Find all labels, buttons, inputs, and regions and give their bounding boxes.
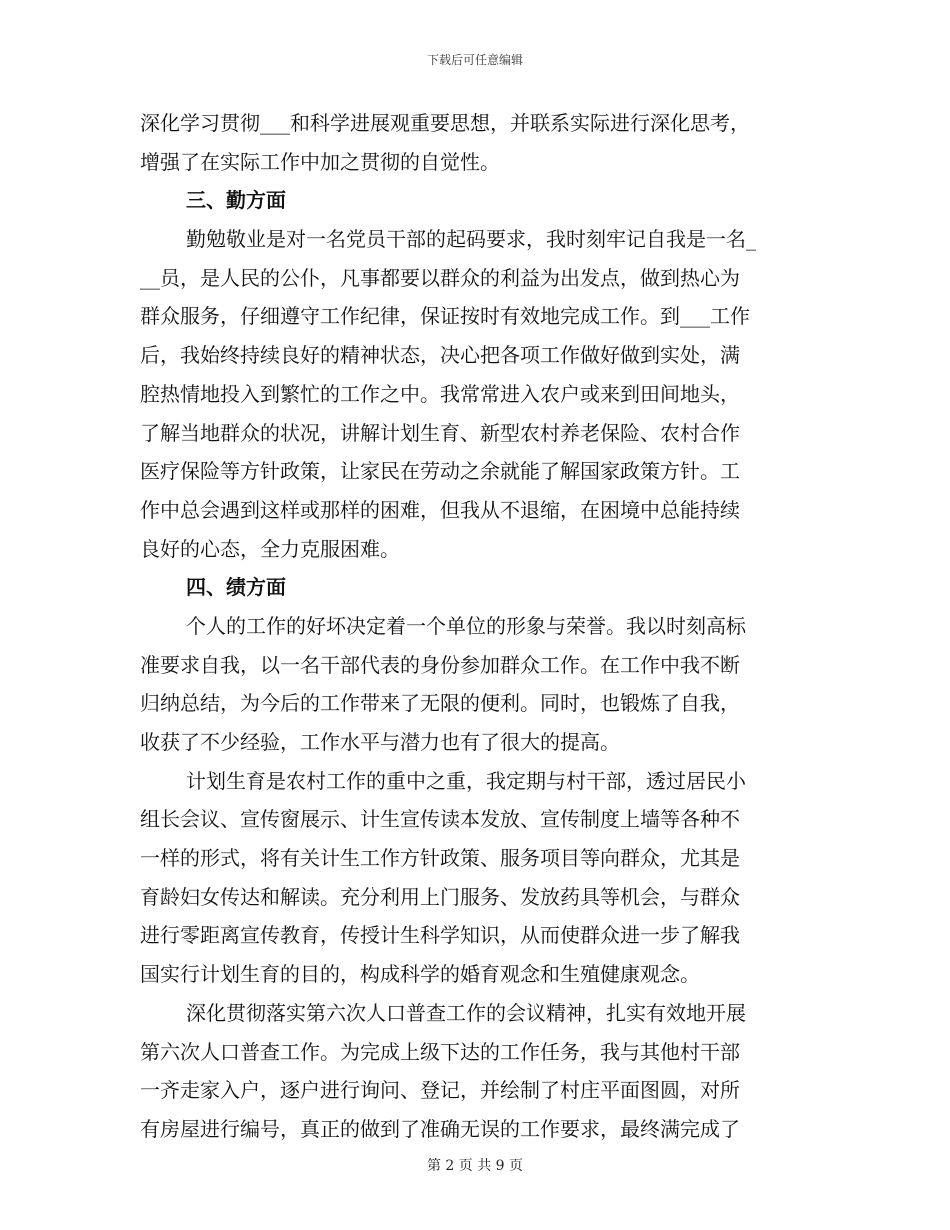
body-line: 归纳总结，为今后的工作带来了无限的便利。同时，也锻炼了自我， bbox=[140, 691, 740, 716]
body-line: 医疗保险等方针政策，让家民在劳动之余就能了解国家政策方针。工 bbox=[140, 459, 740, 484]
page-number: 第 2 页 共 9 页 bbox=[426, 1158, 524, 1174]
body-line: 深化学习贯彻___和科学进展观重要思想，并联系实际进行深化思考， bbox=[140, 111, 750, 135]
body-line: 第六次人口普查工作。为完成上级下达的工作任务，我与其他村干部 bbox=[140, 1039, 740, 1064]
body-line: 有房屋进行编号，真正的做到了准确无误的工作要求，最终满完成了 bbox=[140, 1116, 740, 1141]
body-line: 了解当地群众的状况，讲解计划生育、新型农村养老保险、农村合作 bbox=[140, 420, 740, 445]
body-line: 组长会议、宣传窗展示、计生宣传读本发放、宣传制度上墙等各种不 bbox=[140, 807, 740, 832]
body-line: 一齐走家入户，逐户进行询问、登记，并绘制了村庄平面图圆，对所 bbox=[140, 1078, 740, 1103]
body-line: 准要求自我，以一名干部代表的身份参加群众工作。在工作中我不断 bbox=[140, 652, 740, 677]
body-line: 增强了在实际工作中加之贯彻的自觉性。 bbox=[140, 149, 500, 174]
body-line: 国实行计划生育的目的，构成科学的婚育观念和生殖健康观念。 bbox=[140, 962, 700, 987]
body-line: 收获了不少经验，工作水平与潜力也有了很大的提高。 bbox=[140, 730, 620, 754]
body-line: 一样的形式，将有关计生工作方针政策、服务项目等向群众，尤其是 bbox=[140, 846, 740, 871]
paragraph-first-line: 深化贯彻落实第六次人口普查工作的会议精神，扎实有效地开展 bbox=[186, 1000, 746, 1025]
body-line: 后，我始终持续良好的精神状态，决心把各项工作做好做到实处，满 bbox=[140, 343, 740, 368]
document-body bbox=[140, 104, 802, 1149]
body-line: 进行零距离宣传教育，传授计生科学知识，从而使群众进一步了解我 bbox=[140, 923, 740, 948]
paragraph-first-line: 计划生育是农村工作的重中之重，我定期与村干部，透过居民小 bbox=[186, 768, 746, 793]
section-heading: 四、绩方面 bbox=[186, 575, 286, 600]
body-line: 作中总会遇到这样或那样的困难，但我从不退缩，在困境中总能持续 bbox=[140, 497, 740, 522]
body-line: 群众服务，仔细遵守工作纪律，保证按时有效地完成工作。到___工作 bbox=[140, 304, 750, 329]
paragraph-first-line: 个人的工作的好坏决定着一个单位的形象与荣誉。我以时刻高标 bbox=[186, 613, 746, 638]
body-line: __员，是人民的公仆，凡事都要以群众的利益为出发点，做到热心为 bbox=[140, 265, 740, 290]
header-note: 下载后可任意编辑 bbox=[426, 53, 523, 67]
body-line: 育龄妇女传达和解读。充分利用上门服务、发放药具等机会，与群众 bbox=[140, 884, 740, 909]
section-heading: 三、勤方面 bbox=[186, 188, 286, 213]
body-line: 腔热情地投入到繁忙的工作之中。我常常进入农户或来到田间地头， bbox=[140, 381, 740, 406]
paragraph-first-line: 勤勉敬业是对一名党员干部的起码要求，我时刻牢记自我是一名_ bbox=[186, 227, 756, 252]
body-line: 良好的心态，全力克服困难。 bbox=[140, 536, 400, 561]
